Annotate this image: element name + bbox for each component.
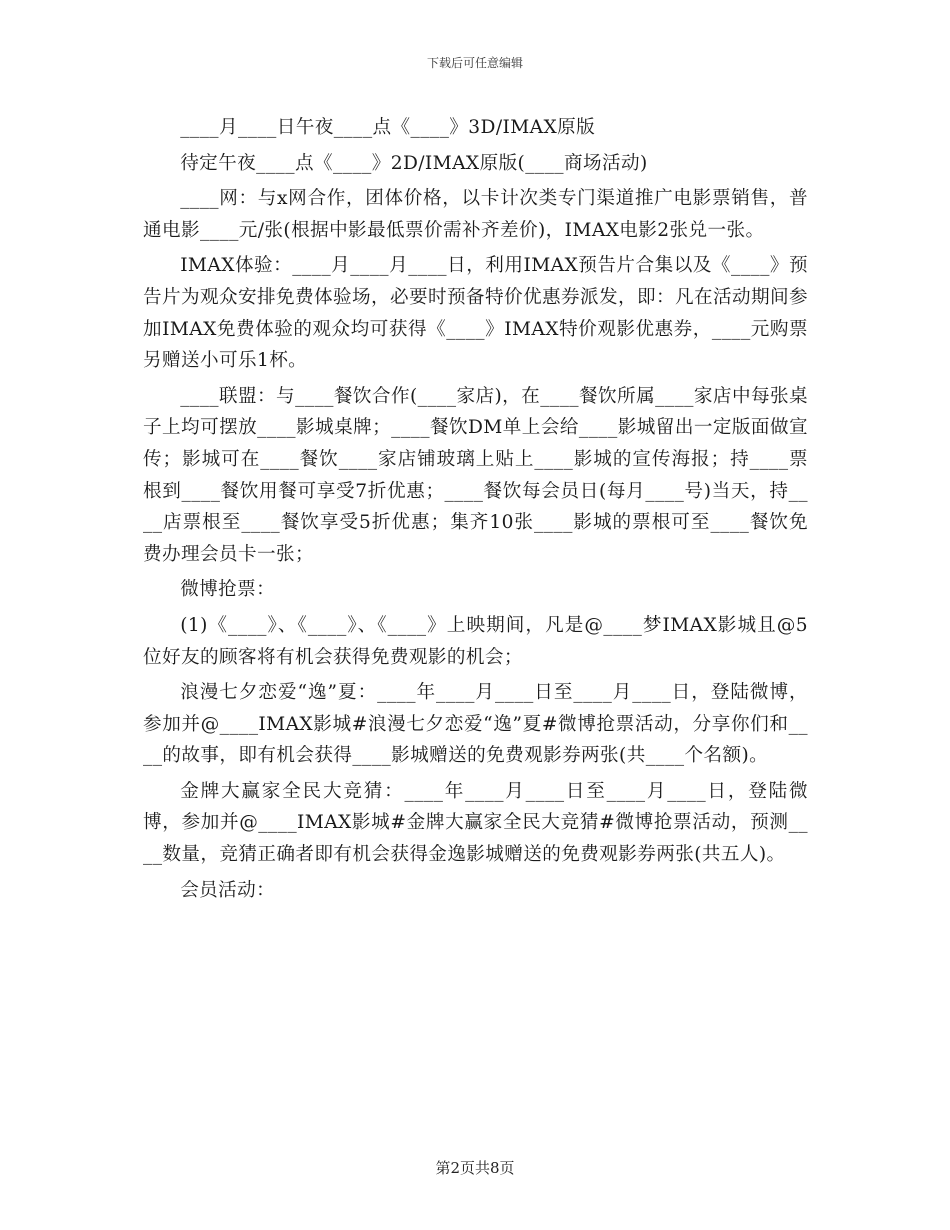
page-header: 下载后可任意编辑	[426, 56, 523, 70]
paragraph: ____网：与x网合作，团体价格，以卡计次类专门渠道推广电影票销售，普通电影____元/张(根据中影最低票价需补齐差价)，IMAX电影2张兑一张。	[143, 188, 808, 241]
paragraph: 微博抢票：	[180, 579, 276, 601]
paragraph: IMAX体验：____月____月____日，利用IMAX预告片合集以及《____》预告片为观众安排免费体验场，必要时预备特价优惠券派发，即：凡在活动期间参加IMAX免费体验的观众均可获得《____》IMAX特价观影优惠券，____元购票另赠送小可乐1杯。	[143, 255, 808, 372]
paragraph: ____月____日午夜____点《____》3D/IMAX原版	[180, 117, 596, 138]
paragraph: 浪漫七夕恋爱“逸”夏：____年____月____日至____月____日，登陆微博，参加并@____IMAX影城#浪漫七夕恋爱“逸”夏#微博抢票活动，分享你们和____的故事，即有机会获得____影城赠送的免费观影券两张(共____个名额)。	[143, 682, 808, 767]
paragraph: ____联盟：与____餐饮合作(____家店)，在____餐饮所属____家店中每张桌子上均可摆放____影城桌牌；____餐饮DM单上会给____影城留出一定版面做宣传；影城可在____餐饮____家店铺玻璃上贴上____影城的宣传海报；持____票根到____餐饮用餐可享受7折优惠；____餐饮每会员日(每月____号)当天，持____店票根至____餐饮享受5折优惠；集齐10张____影城的票根可至____餐饮免费办理会员卡一张；	[143, 385, 808, 565]
document-body	[143, 112, 808, 910]
paragraph: (1)《____》、《____》、《____》上映期间，凡是@____梦IMAX影城且@5位好友的顾客将有机会获得免费观影的机会；	[143, 614, 808, 668]
paragraph: 金牌大赢家全民大竞猜：____年____月____日至____月____日，登陆微博，参加并@____IMAX影城#金牌大赢家全民大竞猜#微博抢票活动，预测____数量，竞猜正确者即有机会获得金逸影城赠送的免费观影券两张(共五人)。	[143, 780, 808, 866]
page-number: 第2页共8页	[435, 1159, 515, 1177]
paragraph: 会员活动：	[180, 879, 276, 901]
paragraph: 待定午夜____点《____》2D/IMAX原版(____商场活动)	[180, 152, 648, 174]
